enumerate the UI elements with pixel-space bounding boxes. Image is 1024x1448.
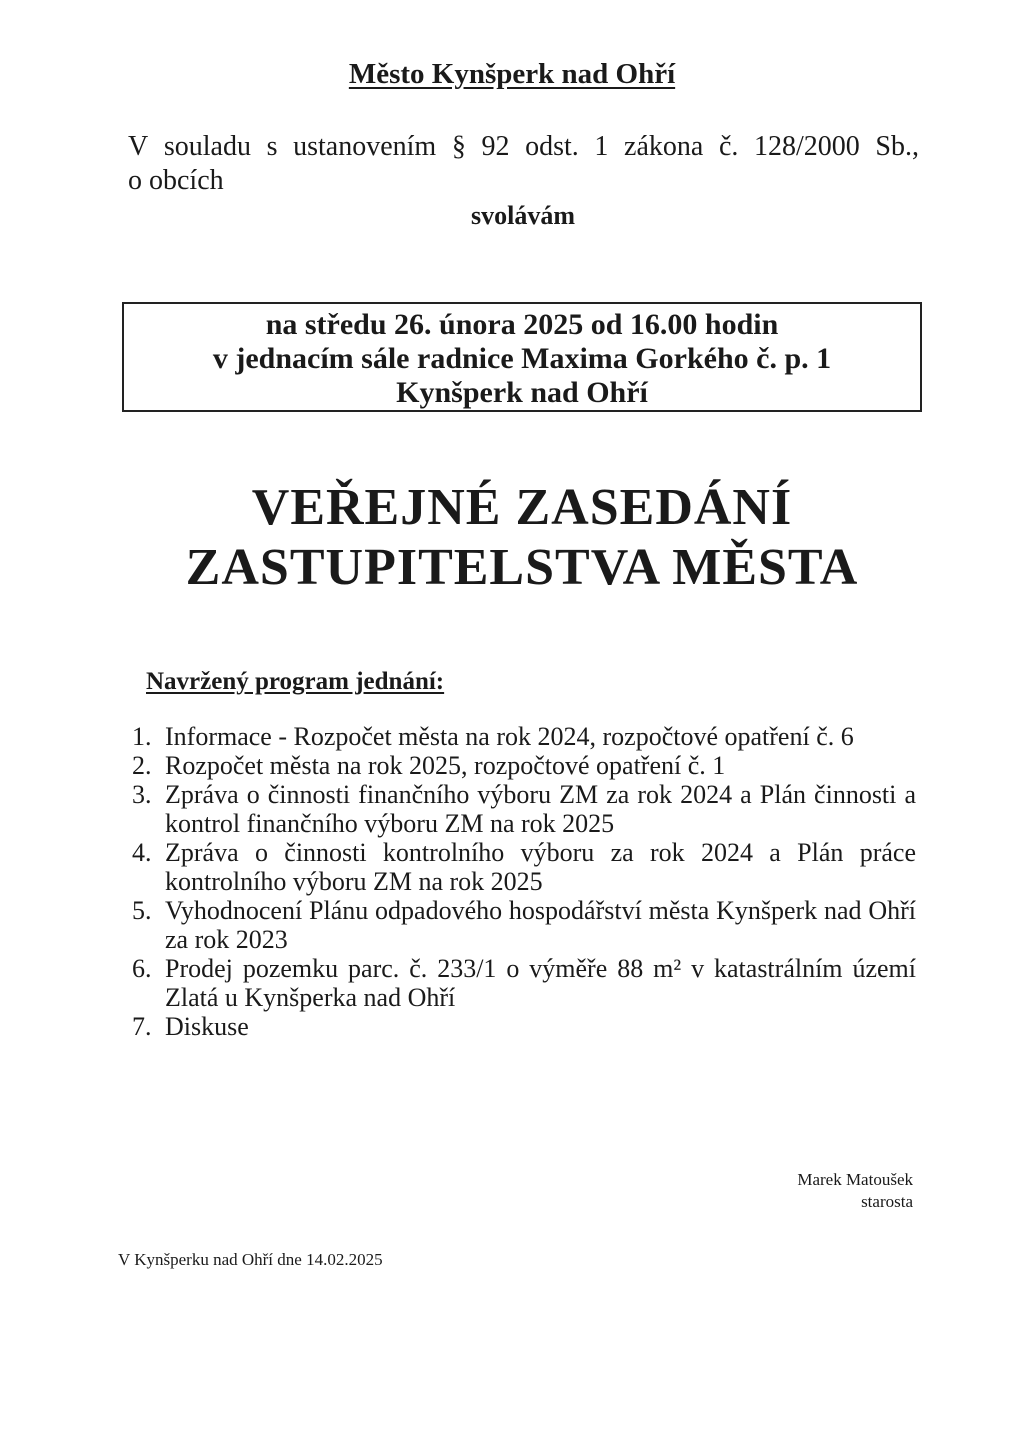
- town-heading: Město Kynšperk nad Ohří: [348, 58, 676, 90]
- intro-word: 92: [481, 131, 510, 162]
- agenda-list: [132, 722, 916, 1041]
- agenda-item: [132, 751, 916, 780]
- legal-intro-line-2: o obcích: [128, 165, 224, 196]
- agenda-item: [132, 838, 916, 896]
- meeting-venue: v jednacím sále radnice Maxima Gorkého č. p. 1: [212, 342, 832, 375]
- intro-word: odst.: [525, 131, 579, 162]
- agenda-item-number: 4.: [132, 838, 152, 867]
- agenda-item-number: 3.: [132, 780, 152, 809]
- agenda-item-number: 7.: [132, 1012, 152, 1041]
- agenda-item-number: 2.: [132, 751, 152, 780]
- agenda-item: [132, 780, 916, 838]
- meeting-date-time: na středu 26. února 2025 od 16.00 hodin: [265, 308, 779, 341]
- agenda-item-text: Prodej pozemku parc. č. 233/1 o výměře 88 m² v katastrálním území Zlatá u Kynšperka nad Ohří: [165, 954, 916, 1012]
- convene-word: svolávám: [471, 201, 575, 230]
- agenda-item-number: 5.: [132, 896, 152, 925]
- intro-word: souladu: [163, 131, 251, 162]
- intro-word: Sb.,: [875, 131, 919, 162]
- program-heading: Navržený program jednání:: [146, 668, 445, 695]
- notice-title-line-1: VEŘEJNÉ ZASEDÁNÍ: [251, 479, 793, 536]
- agenda-item-number: 6.: [132, 954, 152, 983]
- agenda-item-text: Zpráva o činnosti kontrolního výboru za rok 2024 a Plán práce kontrolního výboru ZM na rok 2025: [165, 838, 916, 896]
- meeting-town: Kynšperk nad Ohří: [396, 376, 648, 409]
- intro-word: ustanovením: [293, 131, 437, 162]
- agenda-item: [132, 896, 916, 954]
- meeting-details-box: [122, 302, 922, 412]
- intro-word: zákona: [624, 131, 704, 162]
- intro-word: č.: [718, 131, 739, 162]
- notice-title: [0, 478, 1024, 598]
- intro-word: 1: [594, 131, 609, 162]
- agenda-item: [132, 722, 916, 751]
- agenda-item-text: Vyhodnocení Plánu odpadového hospodářství města Kynšperk nad Ohří za rok 2023: [165, 896, 916, 954]
- notice-title-line-2: ZASTUPITELSTVA MĚSTA: [185, 539, 859, 596]
- agenda-item: [132, 954, 916, 1012]
- agenda-item-text: Rozpočet města na rok 2025, rozpočtové opatření č. 1: [165, 751, 726, 780]
- signer-name: Marek Matoušek: [797, 1170, 913, 1189]
- agenda-item: [132, 1012, 916, 1041]
- intro-word: §: [451, 131, 466, 162]
- agenda-item-text: Diskuse: [165, 1012, 249, 1041]
- intro-word: V: [128, 131, 149, 162]
- signature-block: [700, 1169, 913, 1213]
- signer-role: starosta: [861, 1192, 913, 1211]
- intro-word: s: [266, 131, 278, 162]
- agenda-item-number: 1.: [132, 722, 152, 751]
- issue-date-line: V Kynšperku nad Ohří dne 14.02.2025: [118, 1250, 383, 1269]
- agenda-item-text: Zpráva o činnosti finančního výboru ZM za rok 2024 a Plán činnosti a kontrol finančního výboru ZM na rok 2025: [165, 780, 916, 838]
- legal-intro: [128, 130, 928, 198]
- agenda-item-text: Informace - Rozpočet města na rok 2024, rozpočtové opatření č. 6: [165, 722, 854, 751]
- intro-word: 128/2000: [754, 131, 860, 162]
- legal-intro-line-1: [128, 130, 919, 164]
